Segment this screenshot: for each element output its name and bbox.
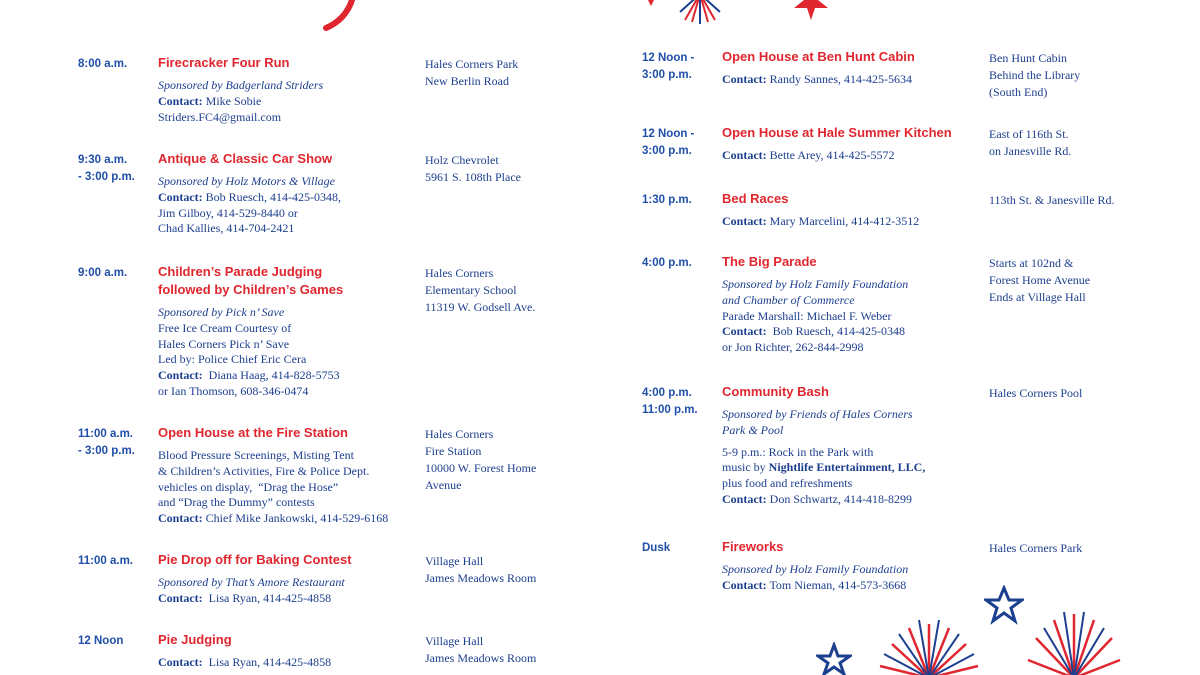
event-title-line: Pie Drop off for Baking Contest bbox=[158, 552, 352, 567]
event-detail-line bbox=[158, 448, 388, 464]
event-details bbox=[158, 174, 341, 237]
event-time bbox=[642, 385, 698, 419]
event-time bbox=[78, 56, 127, 73]
event-time-line: 11:00 a.m. bbox=[78, 555, 133, 567]
event-detail-line bbox=[722, 72, 912, 88]
event-detail-line bbox=[158, 94, 323, 110]
detail-text: Parade Marshall: Michael F. Weber bbox=[722, 308, 892, 323]
event-time bbox=[642, 50, 694, 84]
detail-text: Hales Corners Pick n’ Save bbox=[158, 336, 290, 351]
event-title-line: Bed Races bbox=[722, 191, 789, 206]
event-detail-line bbox=[158, 464, 388, 480]
event-title-line: Children’s Parade Judging bbox=[158, 264, 323, 279]
event-location-line: 113th St. & Janesville Rd. bbox=[989, 193, 1115, 207]
event-location bbox=[989, 385, 1082, 402]
detail-text: plus food and refreshments bbox=[722, 476, 853, 491]
event-time bbox=[78, 553, 133, 570]
event-detail-line bbox=[722, 578, 908, 594]
event-title bbox=[722, 538, 783, 556]
contact-label: Contact: bbox=[722, 324, 767, 339]
event-time-line: 3:00 p.m. bbox=[642, 145, 692, 157]
event-title bbox=[722, 124, 952, 142]
event-sponsor: Sponsored by Badgerland Striders bbox=[158, 78, 324, 92]
event-detail-line bbox=[722, 340, 908, 356]
star-icon bbox=[984, 585, 1024, 625]
event-detail-line bbox=[158, 511, 388, 527]
contact-label: Contact: bbox=[722, 72, 767, 86]
detail-text: music by bbox=[722, 460, 769, 475]
firework-burst-icon bbox=[640, 0, 760, 26]
event-detail-line bbox=[722, 445, 925, 461]
event-detail-line bbox=[158, 591, 345, 607]
event-location-line: Hales Corners Pool bbox=[989, 386, 1083, 400]
event-time-line: 11:00 a.m. bbox=[78, 428, 133, 440]
event-detail-line bbox=[158, 206, 341, 222]
event-time bbox=[78, 426, 135, 460]
event-time-line: 4:00 p.m. bbox=[642, 257, 692, 269]
event-location-line: Forest Home Avenue bbox=[989, 273, 1091, 287]
event-title bbox=[722, 253, 817, 271]
event-time-line: 9:00 a.m. bbox=[78, 267, 128, 279]
event-details bbox=[158, 655, 331, 671]
event-detail-line bbox=[158, 221, 341, 237]
detail-text: Jim Gilboy, 414-529-8440 or bbox=[158, 205, 298, 220]
event-detail-line bbox=[158, 321, 340, 337]
event-time-line: Dusk bbox=[642, 542, 671, 554]
event-location-line: New Berlin Road bbox=[425, 74, 509, 88]
event-details bbox=[722, 407, 925, 508]
event-title bbox=[158, 263, 343, 299]
event-title-line: Pie Judging bbox=[158, 632, 232, 647]
detail-text: Tom Nieman, 414-573-3668 bbox=[766, 577, 907, 592]
event-location bbox=[989, 540, 1082, 557]
event-detail-line bbox=[722, 214, 919, 230]
event-detail-line bbox=[722, 324, 908, 340]
event-detail-line bbox=[722, 492, 925, 508]
star-icon bbox=[788, 0, 834, 22]
event-sponsor: Sponsored by Friends of Hales Corners bbox=[722, 407, 913, 421]
firecracker-icon bbox=[312, 0, 360, 32]
event-sponsor: Park & Pool bbox=[722, 422, 784, 437]
event-detail-line bbox=[158, 655, 331, 671]
detail-text: Chief Mike Jankowski, 414-529-6168 bbox=[202, 511, 389, 526]
event-location-line: Avenue bbox=[425, 478, 462, 492]
event-detail-line bbox=[158, 495, 388, 511]
firework-burst-icon bbox=[1024, 608, 1124, 675]
event-location-line: Hales Corners bbox=[425, 266, 494, 280]
detail-text: Randy Sannes, 414-425-5634 bbox=[766, 72, 912, 86]
event-detail-line bbox=[722, 148, 895, 164]
event-title bbox=[158, 631, 232, 649]
event-time-line: - 3:00 p.m. bbox=[78, 171, 135, 183]
event-location-line: Hales Corners bbox=[425, 427, 494, 441]
event-time-line: 12 Noon bbox=[78, 635, 124, 647]
event-title bbox=[158, 54, 290, 72]
detail-text: Bette Arey, 414-425-5572 bbox=[766, 148, 895, 162]
detail-text: or Ian Thomson, 608-346-0474 bbox=[158, 383, 309, 398]
detail-text: Free Ice Cream Courtesy of bbox=[158, 320, 292, 335]
event-sponsor: Sponsored by Holz Motors & Village bbox=[158, 174, 335, 188]
event-location-line: on Janesville Rd. bbox=[989, 144, 1072, 158]
event-detail-line bbox=[158, 480, 388, 496]
event-details bbox=[158, 78, 323, 125]
event-detail-line bbox=[158, 352, 340, 368]
event-location-line: Hales Corners Park bbox=[425, 57, 519, 71]
event-time bbox=[78, 633, 123, 650]
event-title bbox=[158, 551, 352, 569]
detail-text: Chad Kallies, 414-704-2421 bbox=[158, 221, 295, 236]
detail-text: Mary Marcelini, 414-412-3512 bbox=[766, 214, 920, 228]
contact-label: Contact: bbox=[158, 590, 203, 605]
event-time-line: 11:00 p.m. bbox=[642, 404, 698, 416]
event-title-line: Firecracker Four Run bbox=[158, 55, 290, 70]
event-location-line: Hales Corners Park bbox=[989, 541, 1083, 555]
detail-text: 5-9 p.m.: Rock in the Park with bbox=[722, 444, 874, 459]
event-time-line: 12 Noon - bbox=[642, 52, 695, 64]
event-location-line: (South End) bbox=[989, 85, 1048, 99]
detail-text: Diana Haag, 414-828-5753 bbox=[202, 368, 340, 383]
detail-text: and “Drag the Dummy” contests bbox=[158, 495, 315, 510]
event-location bbox=[425, 633, 536, 667]
detail-text: Don Schwartz, 414-418-8299 bbox=[766, 491, 912, 506]
event-location bbox=[989, 255, 1090, 306]
event-details bbox=[722, 72, 912, 88]
event-detail-line bbox=[722, 476, 925, 492]
event-title bbox=[722, 48, 915, 66]
contact-label: Contact: bbox=[722, 577, 767, 592]
event-title-line: Antique & Classic Car Show bbox=[158, 151, 333, 166]
event-location-line: Village Hall bbox=[425, 554, 484, 568]
event-title-line: Fireworks bbox=[722, 539, 784, 554]
event-title-line: Open House at the Fire Station bbox=[158, 425, 348, 440]
event-location bbox=[425, 152, 521, 186]
event-location-line: Ben Hunt Cabin bbox=[989, 51, 1067, 65]
event-time-line: 12 Noon - bbox=[642, 128, 695, 140]
event-detail-line bbox=[722, 309, 908, 325]
event-time bbox=[78, 152, 135, 186]
detail-text: vehicles on display, “Drag the Hose” bbox=[158, 479, 339, 494]
event-title bbox=[722, 190, 788, 208]
event-location-line: Behind the Library bbox=[989, 68, 1081, 82]
detail-text: & Children’s Activities, Fire & Police Dept. bbox=[158, 463, 370, 478]
event-time bbox=[642, 126, 694, 160]
event-details bbox=[722, 148, 895, 164]
event-location bbox=[425, 56, 518, 90]
event-title-line: Open House at Ben Hunt Cabin bbox=[722, 49, 915, 64]
contact-label: Contact: bbox=[722, 214, 767, 228]
firework-burst-icon bbox=[874, 616, 984, 675]
event-time-line: 1:30 p.m. bbox=[642, 194, 692, 206]
star-icon bbox=[816, 642, 852, 675]
event-detail-line bbox=[158, 368, 340, 384]
event-location bbox=[989, 192, 1115, 209]
event-details bbox=[722, 277, 908, 356]
event-sponsor: Sponsored by That’s Amore Restaurant bbox=[158, 575, 345, 589]
event-details bbox=[158, 575, 345, 607]
event-location-line: East of 116th St. bbox=[989, 127, 1069, 141]
event-title-line: Community Bash bbox=[722, 384, 829, 399]
event-location bbox=[425, 426, 536, 494]
event-location-line: Starts at 102nd & bbox=[989, 256, 1074, 270]
event-time-line: - 3:00 p.m. bbox=[78, 445, 135, 457]
event-time bbox=[642, 255, 692, 272]
detail-text: Bob Ruesch, 414-425-0348 bbox=[766, 324, 905, 339]
contact-label: Contact: bbox=[722, 148, 767, 162]
event-location-line: Elementary School bbox=[425, 283, 517, 297]
detail-text: Blood Pressure Screenings, Misting Tent bbox=[158, 448, 354, 462]
detail-text: or Jon Richter, 262-844-2998 bbox=[722, 340, 864, 355]
detail-text: Lisa Ryan, 414-425-4858 bbox=[202, 655, 332, 669]
event-location-line: 5961 S. 108th Place bbox=[425, 170, 521, 184]
event-title-line: The Big Parade bbox=[722, 254, 817, 269]
event-location bbox=[989, 50, 1080, 101]
detail-text: Led by: Police Chief Eric Cera bbox=[158, 352, 307, 367]
event-detail-line bbox=[158, 110, 323, 126]
contact-label: Contact: bbox=[158, 93, 203, 108]
event-sponsor: Sponsored by Holz Family Foundation bbox=[722, 277, 909, 291]
detail-text: Mike Sobie bbox=[202, 93, 262, 108]
event-location bbox=[989, 126, 1071, 160]
event-detail-line bbox=[158, 337, 340, 353]
event-time-line: 9:30 a.m. bbox=[78, 154, 128, 166]
contact-label: Contact: bbox=[158, 655, 203, 669]
event-location-line: 11319 W. Godsell Ave. bbox=[425, 300, 536, 314]
event-time-line: 8:00 a.m. bbox=[78, 58, 128, 70]
event-detail-line bbox=[158, 190, 341, 206]
event-time bbox=[78, 265, 127, 282]
event-location-line: 10000 W. Forest Home bbox=[425, 461, 537, 475]
event-location bbox=[425, 553, 536, 587]
event-time-line: 3:00 p.m. bbox=[642, 69, 692, 81]
event-location-line: James Meadows Room bbox=[425, 651, 537, 665]
event-location-line: Ends at Village Hall bbox=[989, 290, 1086, 304]
contact-label: Contact: bbox=[158, 368, 203, 383]
event-time bbox=[642, 540, 670, 557]
event-details bbox=[158, 305, 340, 400]
event-details bbox=[722, 562, 908, 594]
event-title bbox=[722, 383, 829, 401]
detail-text: Lisa Ryan, 414-425-4858 bbox=[202, 590, 332, 605]
event-location-line: Village Hall bbox=[425, 634, 484, 648]
event-title-line: followed by Children’s Games bbox=[158, 282, 344, 297]
event-title bbox=[158, 150, 332, 168]
event-detail-line bbox=[722, 460, 925, 476]
detail-text: Bob Ruesch, 414-425-0348, bbox=[202, 189, 341, 204]
event-detail-line bbox=[158, 384, 340, 400]
contact-label: Contact: bbox=[158, 189, 203, 204]
event-location-line: James Meadows Room bbox=[425, 571, 537, 585]
event-location bbox=[425, 265, 535, 316]
event-sponsor: and Chamber of Commerce bbox=[722, 292, 855, 307]
detail-bold-text: Nightlife Entertainment, LLC, bbox=[768, 460, 926, 475]
contact-label: Contact: bbox=[158, 511, 203, 526]
event-time bbox=[642, 192, 692, 209]
event-sponsor: Sponsored by Holz Family Foundation bbox=[722, 562, 909, 576]
event-details bbox=[158, 448, 388, 527]
event-sponsor: Sponsored by Pick n’ Save bbox=[158, 305, 285, 319]
event-time-line: 4:00 p.m. bbox=[642, 387, 692, 399]
event-location-line: Holz Chevrolet bbox=[425, 153, 499, 167]
detail-text: Striders.FC4@gmail.com bbox=[158, 109, 282, 124]
event-location-line: Fire Station bbox=[425, 444, 482, 458]
event-details bbox=[722, 214, 919, 230]
event-title-line: Open House at Hale Summer Kitchen bbox=[722, 125, 952, 140]
event-title bbox=[158, 424, 348, 442]
contact-label: Contact: bbox=[722, 491, 767, 506]
